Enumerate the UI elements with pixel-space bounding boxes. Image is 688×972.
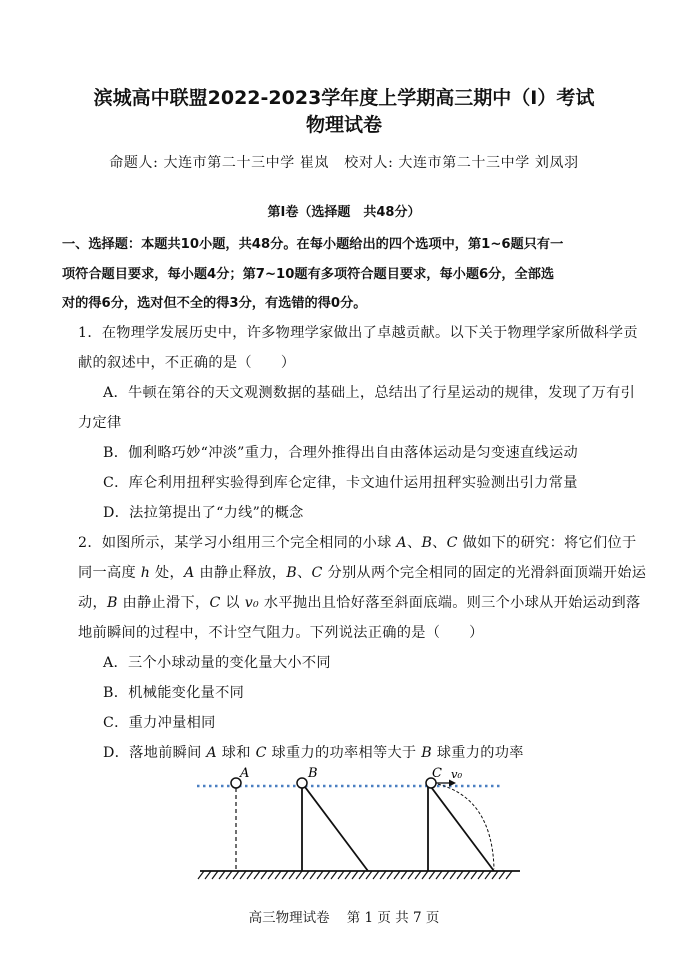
hatch-mark [310,871,316,879]
exam-title: 滨城高中联盟2022-2023学年度上学期高三期中（Ⅰ）考试 [93,87,595,109]
q2-option-b: B．机械能变化量不同 [103,685,245,701]
hatch-mark [401,871,407,879]
var-a: A [206,745,217,761]
var-h: h [140,565,151,581]
instructions-line-2: 项符合题目要求，每小题4分；第7~10题有多项符合题目要求，每小题6分，全部选 [62,267,555,282]
hatch-mark [492,871,498,879]
q2-text: 做如下的研究：将它们位于 [457,535,637,551]
q2-text: 由静止释放， [194,565,287,581]
hatch-mark [499,871,505,879]
q1-stem-line-2: 献的叙述中，不正确的是（ ） [78,355,296,371]
hatch-mark [247,871,253,879]
hatch-mark [331,871,337,879]
hatch-mark [485,871,491,879]
q2-sep: 、 [297,565,312,581]
hatch-mark [345,871,351,879]
q2-option-d-text: D．落地前瞬间 [103,745,207,761]
exam-subtitle: 物理试卷 [305,114,382,136]
hatch-mark [240,871,246,879]
q2-option-c: C．重力冲量相同 [103,715,216,731]
var-b: B [421,535,433,551]
hatch-mark [268,871,274,879]
hatch-mark [261,871,267,879]
label-v0: v₀ [451,767,463,781]
q2-text: 由静止滑下， [117,595,210,611]
hatch-mark [394,871,400,879]
hatch-mark [226,871,232,879]
q1-option-a: A．牛顿在第谷的天文观测数据的基础上，总结出了行星运动的规律，发现了万有引 [103,385,636,401]
var-b: B [106,595,118,611]
label-b: B [308,766,318,781]
hatch-mark [408,871,414,879]
authors-line: 命题人: 大连市第二十三中学 崔岚 校对人: 大连市第二十三中学 刘凤羽 [109,155,579,171]
incline-c [428,783,494,871]
instructions-line-3: 对的得6分，选对但不全的得3分，有选错的得0分。 [62,296,367,311]
incline-b [302,783,368,871]
q2-text: 动， [78,595,107,611]
hatch-mark [373,871,379,879]
var-a: A [396,535,407,551]
hatch-mark [429,871,435,879]
q2-text: 分别从两个完全相同的固定的光滑斜面顶端开始运 [322,565,647,581]
q1-stem-line-1: 1．在物理学发展历史中，许多物理学家做出了卓越贡献。以下关于物理学家所做科学贡 [78,325,638,341]
hatch-mark [352,871,358,879]
hatch-mark [478,871,484,879]
ball-b [297,778,307,788]
hatch-mark [422,871,428,879]
hatch-mark [436,871,442,879]
ball-c-trajectory [433,783,494,869]
hatch-mark [205,871,211,879]
instructions-line-1: 一、选择题：本题共10小题，共48分。在每小题给出的四个选项中，第1~6题只有一 [62,237,564,252]
hatch-mark [443,871,449,879]
hatch-mark [471,871,477,879]
q2-sep: 、 [432,535,447,551]
q1-option-c: C．库仑利用扭秤实验得到库仑定律，卡文迪什运用扭秤实验测出引力常量 [103,475,578,491]
q2-stem-line-4: 地前瞬间的过程中，不计空气阻力。下列说法正确的是（ ） [78,625,484,641]
hatch-mark [254,871,260,879]
hatch-mark [380,871,386,879]
hatch-mark [415,871,421,879]
q1-option-d: D．法拉第提出了“力线”的概念 [103,505,304,521]
q2-text: 处， [150,565,184,581]
hatch-mark [212,871,218,879]
hatch-mark [198,871,204,879]
var-c: C [209,595,221,611]
label-c: C [432,766,442,781]
hatch-mark [317,871,323,879]
q2-text: 水平抛出且恰好落至斜面底端。则三个小球从开始运动到落 [259,595,641,611]
page-footer: 高三物理试卷 第 1 页 共 7 页 [248,910,440,926]
var-v0: v₀ [244,595,260,611]
hatch-mark [233,871,239,879]
hatch-mark [387,871,393,879]
label-a: A [240,766,250,781]
hatch-mark [338,871,344,879]
hatch-mark [457,871,463,879]
var-c: C [446,535,458,551]
ground-hatching [198,871,512,879]
hatch-mark [506,871,512,879]
hatch-mark [296,871,302,879]
section-title: 第Ⅰ卷（选择题 共48分） [267,205,421,220]
var-a: A [184,565,195,581]
hatch-mark [464,871,470,879]
var-b: B [286,565,298,581]
q2-sep: 、 [406,535,422,551]
hatch-mark [324,871,330,879]
hatch-mark [359,871,365,879]
q2-option-d-text: 球和 [216,745,256,761]
var-c: C [255,745,267,761]
q2-text: 2．如图所示，某学习小组用三个完全相同的小球 [78,535,397,551]
q2-option-d-text: 球重力的功率相等大于 [266,745,422,761]
q2-text: 同一高度 [78,565,141,581]
q2-option-d-text: 球重力的功率 [431,745,524,761]
hatch-mark [450,871,456,879]
hatch-mark [275,871,281,879]
hatch-mark [219,871,225,879]
hatch-mark [366,871,372,879]
q2-option-a: A．三个小球动量的变化量大小不同 [103,655,331,671]
q1-option-a-cont: 力定律 [78,415,122,431]
hatch-mark [289,871,295,879]
q1-option-b: B．伽利略巧妙“冲淡”重力，合理外推得出自由落体运动是匀变速直线运动 [103,445,578,461]
q2-text: 以 [220,595,245,611]
var-c: C [311,565,323,581]
hatch-mark [303,871,309,879]
var-b: B [421,745,432,761]
hatch-mark [282,871,288,879]
